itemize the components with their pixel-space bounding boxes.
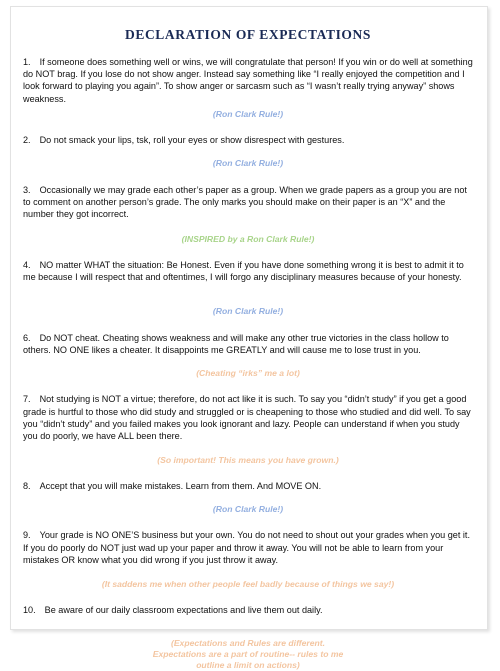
item-note: (Ron Clark Rule!) xyxy=(212,504,284,515)
item-text: Not studying is NOT a virtue; therefore, do not act like it is such. To say you “didn’t study” if you get a good grade is hurtful to those who did study and struggled or is cheapening to those who studied and did well. To say you “didn’t study” and you failed makes you look ignorant and lazy. People can understand if when you study you do poorly, we have ALL been there. xyxy=(23,394,471,442)
item-note: (Ron Clark Rule!) xyxy=(212,158,284,169)
expectation-item-7 xyxy=(23,393,473,442)
expectation-item-3 xyxy=(23,184,473,221)
expectation-item-8 xyxy=(23,480,473,492)
expectation-item-9 xyxy=(23,529,473,566)
closing-note-line: (Expectations and Rules are different. xyxy=(170,638,326,649)
expectation-item-6 xyxy=(23,332,473,356)
item-number: 1. xyxy=(23,57,31,67)
item-text: Your grade is NO ONE’S business but your own. You do not need to shout out your grades when you get it. If you do poorly do NOT just wad up your paper and throw it away. You will not be able to learn from your mistakes OR know what you did wrong if you just throw it away. xyxy=(23,530,470,565)
item-number: 2. xyxy=(23,134,31,145)
closing-note-line: outline a limit on actions) xyxy=(196,660,300,671)
item-number: 8. xyxy=(23,481,31,492)
item-text: NO matter WHAT the situation: Be Honest. Even if you have done something wrong it is best to admit it to me because I will respect that and oftentimes, I will forgo any disciplinary measures because of your honesty. xyxy=(23,259,464,282)
item-note: (INSPIRED by a Ron Clark Rule!) xyxy=(181,233,315,244)
closing-note-line: Expectations are a part of routine-- rules to me xyxy=(152,649,344,660)
item-note: (Cheating “irks” me a lot) xyxy=(196,368,300,379)
item-number: 3. xyxy=(23,185,31,196)
item-text: If someone does something well or wins, we will congratulate that person! If you win or do well at something do NOT brag. If you lose do not show anger. Instead say something like “I really enjoyed the competition and I look forward to playing you again”. To show anger or sarcasm such as “I wasn’t really trying anyway” shows weakness. xyxy=(23,57,473,104)
item-text: Be aware of our daily classroom expectations and live them out daily. xyxy=(44,605,323,616)
item-number: 9. xyxy=(23,530,31,541)
item-note: (Ron Clark Rule!) xyxy=(212,306,284,317)
closing-note xyxy=(23,638,473,671)
expectation-item-2 xyxy=(23,134,473,146)
expectation-item-10 xyxy=(23,604,473,616)
item-text: Do NOT cheat. Cheating shows weakness and will make any other true victories in the class hollow to others. NO ONE likes a cheater. It disappoints me GREATLY and will cause me to lose trust in you. xyxy=(23,333,449,356)
item-text: Accept that you will make mistakes. Learn from them. And MOVE ON. xyxy=(39,481,322,492)
document-page xyxy=(10,6,488,671)
item-note: (So important! This means you have grown.) xyxy=(157,455,339,466)
item-note: (It saddens me when other people feel badly because of things we say!) xyxy=(101,579,395,590)
item-note: (Ron Clark Rule!) xyxy=(212,108,284,119)
expectation-item-1 xyxy=(23,56,473,105)
item-number: 7. xyxy=(23,394,31,405)
page-title: DECLARATION OF EXPECTATIONS xyxy=(125,27,371,42)
item-text: Occasionally we may grade each other’s paper as a group. When we grade papers as a group you are not to comment on another person’s grade. The only marks you should make on their paper is an “X” and the number they got incorrect. xyxy=(23,185,467,220)
item-number: 10. xyxy=(23,605,36,616)
item-number: 4. xyxy=(23,259,31,270)
item-number: 6. xyxy=(23,333,31,344)
expectation-item-4 xyxy=(23,259,473,283)
item-text: Do not smack your lips, tsk, roll your eyes or show disrespect with gestures. xyxy=(39,134,345,145)
